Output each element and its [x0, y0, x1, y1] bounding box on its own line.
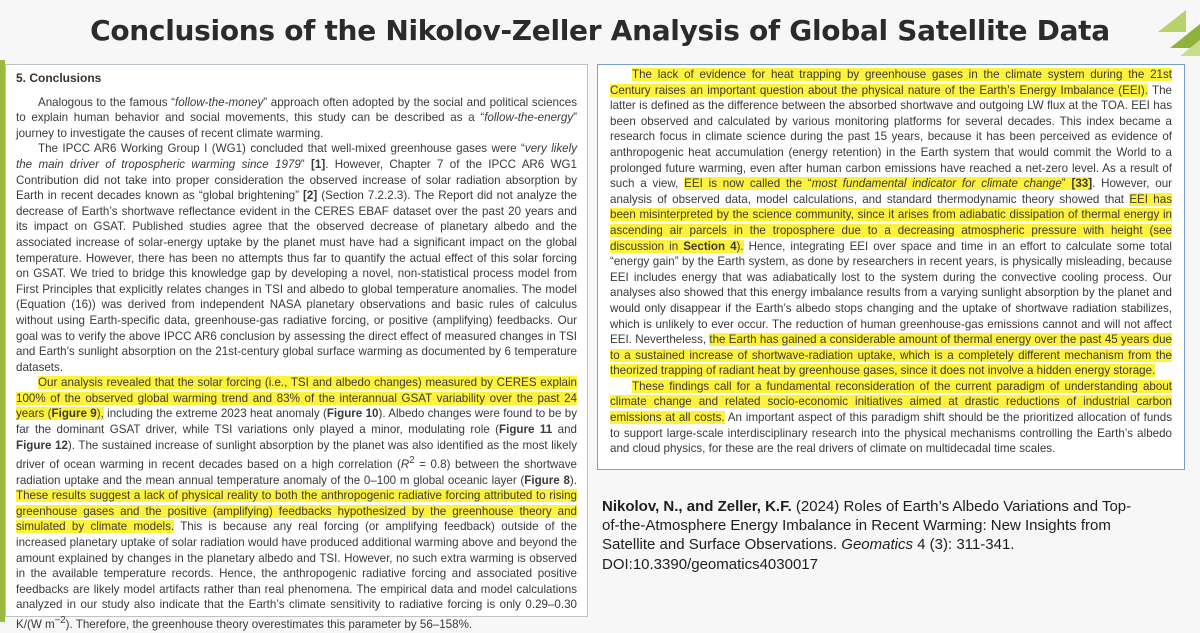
paragraph-ipcc-ar6: The IPCC AR6 Working Group I (WG1) concluded that well-mixed greenhouse gases were “very likely the main driver of tropospheric warming since 1979” [1]. However, Chapter 7 of the IPCC AR6 WG1 Contribution did not take into proper consideration the observed increase of solar radiation absorption by Earth in recent decades known as “global brightening” [2] (Section 7.2.2.3). The Report did not analyze the decrease of Earth’s shortwave reflectance evident in the CERES EBAF dataset over the past 20 years and its impact on GSAT. Published studies agree that the observed decrease of planetary albedo and the associated increase of solar-energy uptake by the planet must have had a significant impact on the global temperature. However, there has been no attempts thus far to quantify the actual effect of this solar forcing on GSAT. We tried to bridge this knowledge gap by developing a novel, non-statistical process model from First Principles that explicitly relates changes in TSI and albedo to global temperature anomalies. The model (Equation (16)) was derived from independent NASA planetary observations and basic rules of calculus without using Earth-specific data, greenhouse-gas radiative forcing, or positive (amplifying) feedbacks. Our goal was to verify the above IPCC AR6 conclusion by assessing the direct effect of measured changes in TSI and Earth’s sunlight absorption on the 21st-century global surface warming as documented by 6 temperature datasets. — [16, 142, 577, 374]
citation-block — [602, 497, 1147, 574]
figure-link[interactable]: Figure 8 — [524, 473, 570, 487]
paragraph-analysis-results: Our analysis revealed that the solar forcing (i.e., TSI and albedo changes) measured by CERES explain 100% of the observed global warming trend and 83% of the interannual GSAT variability over the past 24 years (Figure 9), including the extreme 2023 heat anomaly (Figure 10). Albedo changes were found to be by far the dominant GSAT driver, while TSI variations only played a minor, modulating role (Figure 11 and Figure 12). The sustained increase of sunlight absorption by the planet was also identified as the most likely driver of ocean warming in recent decades based on a high correlation $(R^2 = 0.8)$ between the shortwave radiation uptake and the mean annual temperature anomaly of the 0–100 m global oceanic layer (Figure 8). These results suggest a lack of physical reality to both the anthropogenic radiative forcing attributed to rising greenhouse gases and the positive (amplifying) feedbacks hypothesized by the greenhouse theory and simulated by climate models. This is because any real forcing (or amplifying feedback) outside of the increased planetary uptake of solar radiation would have produced additional warming above and beyond the amount explained by changes in the planetary albedo and TSI. However, no such extra warming is observed in the available temperature records. Hence, the anthropogenic radiative forcing and associated positive feedbacks are likely model artifacts rather than real phenomena. The empirical data and model calculations analyzed in our study also indicate that the Earth’s climate sensitivity to radiative forcing is only 0.29–0.30 K/(W $m^{-2}$). Therefore, the greenhouse theory overestimates this parameter by 56–158%. — [16, 376, 577, 631]
conclusions-panel-left — [5, 64, 588, 631]
citation-journal: Geomatics — [841, 536, 913, 554]
paragraph-follow-the-energy: Analogous to the famous “follow-the-money” approach often adopted by the social and political sciences to explain human behavior and social movements, this study can be described as a “follow-the-energy” journey to investigate the causes of recent climate warming. — [16, 95, 577, 140]
highlighted-text: EEI has been misinterpreted by the science community, since it arises from adiabatic dissipation of thermal energy in ascending air parcels in the troposphere due to a decreasing atmospheric pressure with height (see discussion in — [610, 192, 1172, 253]
highlighted-text: EEI is now called the “ — [684, 177, 812, 191]
figure-link[interactable]: Figure 10 — [326, 407, 379, 421]
slide-title: Conclusions of the Nikolov-Zeller Analysis of Global Satellite Data — [90, 14, 1110, 47]
citation-doi[interactable]: DOI:10.3390/geomatics4030017 — [602, 555, 818, 573]
citation-authors: Nikolov, N., and Zeller, K.F. — [602, 498, 792, 515]
figure-link[interactable]: Figure 9 — [51, 407, 97, 421]
paragraph-paradigm-shift: These findings call for a fundamental reconsideration of the current paradigm of understanding about climate change and related socio-economic initiatives aimed at drastic reductions of industrial carbon emissions at all costs. An important aspect of this paradigm shift should be the prioritized allocation of funds to support large-scale interdisciplinary research into the physical mechanisms controlling the Earth’s albedo and cloud physics, for these are the real drivers of climate on multidecadal time scales. — [610, 379, 1172, 456]
conclusions-panel-right — [597, 64, 1185, 470]
highlighted-text: The lack of evidence for heat trapping by greenhouse gases in the climate system during the 21st Century raises an important question about the physical nature of the Earth’s Energy Imbalance (EEI). — [610, 68, 1172, 97]
highlighted-text: Our analysis revealed that the solar forcing (i.e., TSI and albedo changes) measured by CERES explain 100% of the observed global warming trend and 83% of the interannual GSAT variability over the past 24 years ( — [16, 376, 577, 421]
highlighted-text: the Earth has gained a considerable amount of thermal energy over the past 45 years due to a sustained increase of shortwave-radiation uptake, which is a completely different mechanism from the theorized trapping of radiant heat by greenhouse gases, since it does not involve a hidden energy storage. — [610, 333, 1172, 378]
figure-link[interactable]: Figure 11 — [499, 423, 553, 437]
reference-link[interactable]: [1] — [311, 157, 326, 171]
reference-link[interactable]: [33] — [1071, 177, 1093, 191]
reference-link[interactable]: [2] — [303, 189, 318, 203]
section-heading: 5. Conclusions — [16, 71, 102, 85]
highlighted-text: These findings call for a fundamental reconsideration of the current paradigm of understanding about climate change and related socio-economic initiatives aimed at drastic reductions of industrial carbon emissions at all costs. — [610, 379, 1172, 425]
section-link[interactable]: Section 4 — [683, 239, 737, 253]
paragraph-energy-imbalance: The lack of evidence for heat trapping by greenhouse gases in the climate system during the 21st Century raises an important question about the physical nature of the Earth’s Energy Imbalance (EEI). The latter is defined as the difference between the absorbed shortwave and outgoing LW flux at the TOA. EEI has been observed and calculated by various monitoring platforms for several decades. This index became a research focus in climate science during the past 15 years, because it has been perceived as evidence of anthropogenic heat accumulation (energy retention) in the Earth system that would commit the World to a prolonged future warming, even after human carbon emissions have reached a net-zero level. As a result of such a view, EEI is now called the “most fundamental indicator for climate change” [33]. However, our analysis of observed data, model calculations, and standard thermodynamic theory showed that EEI has been misinterpreted by the science community, since it arises from adiabatic dissipation of thermal energy in ascending air parcels in the troposphere due to a decreasing atmospheric pressure with height (see discussion in Section 4). Hence, integrating EEI over space and time in an effort to calculate some total “energy gain” by the Earth system, as done by researchers in recent years, is physically misleading, because EEI includes energy that was adiabatically lost to the system during the convective cooling process. Our analyses also showed that this energy imbalance results from a varying sunlight absorption by the planet and would only disappear if the Earth’s albedo stops changing and the uptake of shortwave radiation stabilizes, which is unlikely to ever occur. The reduction of human greenhouse-gas emissions cannot and will not affect EEI. Nevertheless, the Earth has gained a considerable amount of thermal energy over the past 45 years due to a sustained increase of shortwave-radiation uptake, which is a completely different mechanism from the theorized trapping of radiant heat by greenhouse gases, since it does not involve a hidden energy storage. — [610, 68, 1173, 378]
highlighted-text: These results suggest a lack of physical reality to both the anthropogenic radiative forcing attributed to rising greenhouse gases and the positive (amplifying) feedbacks hypothesized by the greenhouse theory and simulated by climate models. — [16, 489, 577, 534]
citation-details: 4 (3): 311-341. — [913, 536, 1015, 554]
figure-link[interactable]: Figure 12 — [16, 438, 68, 452]
citation-text: (2024) Roles of Earth’s Albedo Variations and Top-of-the-Atmosphere Energy Imbalance in Recent Warming: New Insights from Satellite and Surface Observations. — [602, 498, 1132, 554]
